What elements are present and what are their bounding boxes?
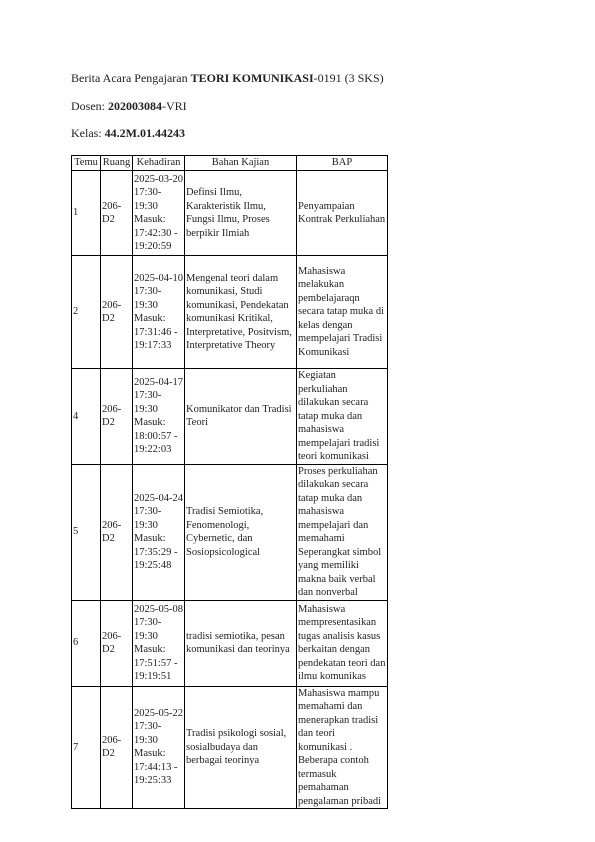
header-bahan-kajian: Bahan Kajian <box>185 156 297 171</box>
cell-ruang: 206-D2 <box>101 464 133 600</box>
header-ruang: Ruang <box>101 156 133 171</box>
cell-bahan-kajian: Komunikator dan Tradisi Teori <box>185 369 297 465</box>
cell-bahan-kajian: Mengenal teori dalam komunikasi, Studi komunikasi, Pendekatan komunikasi Kritikal, Interpretative, Positvism, Interpretative Theory <box>185 256 297 369</box>
class-line: Kelas: 44.2M.01.44243 <box>71 126 185 140</box>
cell-bahan-kajian: Definsi Ilmu, Karakteristik Ilmu, Fungsi Ilmu, Proses berpikir Ilmiah <box>185 171 297 256</box>
cell-bap: Mahasiswa melakukan pembelajaraqn secara tatap muka di kelas dengan mempelajari Tradisi Komunikasi <box>297 256 388 369</box>
table-row <box>72 600 388 686</box>
header-bap: BAP <box>297 156 388 171</box>
cell-temu: 1 <box>72 171 101 256</box>
cell-kehadiran: 2025-03-20 17:30-19:30 Masuk: 17:42:30 - 19:20:59 <box>133 171 185 256</box>
course-name: TEORI KOMUNIKASI <box>190 71 314 85</box>
document-title: Berita Acara Pengajaran TEORI KOMUNIKASI-0191 (3 SKS) <box>71 71 384 85</box>
cell-bap: Penyampaian Kontrak Perkuliahan <box>297 171 388 256</box>
attendance-table <box>71 155 388 809</box>
cell-kehadiran: 2025-04-17 17:30-19:30 Masuk: 18:00:57 - 19:22:03 <box>133 369 185 465</box>
cell-ruang: 206-D2 <box>101 369 133 465</box>
cell-temu: 4 <box>72 369 101 465</box>
cell-kehadiran: 2025-05-08 17:30-19:30 Masuk: 17:51:57 - 19:19:51 <box>133 600 185 686</box>
cell-ruang: 206-D2 <box>101 686 133 809</box>
table-row <box>72 464 388 600</box>
cell-bahan-kajian: tradisi semiotika, pesan komunikasi dan teorinya <box>185 600 297 686</box>
cell-ruang: 206-D2 <box>101 600 133 686</box>
cell-bap: Mahasiswa mampu memahami dan menerapkan tradisi dan teori komunikasi . Beberapa contoh termasuk pemahaman pengalaman pribadi <box>297 686 388 809</box>
cell-temu: 2 <box>72 256 101 369</box>
table-header-row <box>72 156 388 171</box>
header-kehadiran: Kehadiran <box>133 156 185 171</box>
table-row <box>72 256 388 369</box>
table-row <box>72 369 388 465</box>
lecturer-line: Dosen: 202003084-VRI <box>71 99 187 113</box>
table-row <box>72 686 388 809</box>
cell-kehadiran: 2025-04-10 17:30-19:30 Masuk: 17:31:46 - 19:17:33 <box>133 256 185 369</box>
table-row <box>72 171 388 256</box>
lecturer-id: 202003084 <box>108 99 162 113</box>
cell-kehadiran: 2025-05-22 17:30-19:30 Masuk: 17:44:13 - 19:25:33 <box>133 686 185 809</box>
cell-temu: 7 <box>72 686 101 809</box>
cell-ruang: 206-D2 <box>101 256 133 369</box>
cell-bap: Mahasiswa mempresentasikan tugas analisis kasus berkaitan dengan pendekatan teori dan ilmu komunikas <box>297 600 388 686</box>
cell-bahan-kajian: Tradisi psikologi sosial, sosialbudaya dan berbagai teorinya <box>185 686 297 809</box>
cell-temu: 6 <box>72 600 101 686</box>
cell-ruang: 206-D2 <box>101 171 133 256</box>
header-temu: Temu <box>72 156 101 171</box>
cell-bap: Kegiatan perkuliahan dilakukan secara tatap muka dan mahasiswa mempelajari tradisi teori komunikasi <box>297 369 388 465</box>
class-code: 44.2M.01.44243 <box>104 126 185 140</box>
cell-temu: 5 <box>72 464 101 600</box>
cell-bap: Proses perkuliahan dilakukan secara tatap muka dan mahasiswa mempelajari dan memahami Seperangkat simbol yang memiliki makna baik verbal dan nonverbal <box>297 464 388 600</box>
cell-kehadiran: 2025-04-24 17:30-19:30 Masuk: 17:35:29 - 19:25:48 <box>133 464 185 600</box>
cell-bahan-kajian: Tradisi Semiotika, Fenomenologi, Cybernetic, dan Sosiopsicological <box>185 464 297 600</box>
